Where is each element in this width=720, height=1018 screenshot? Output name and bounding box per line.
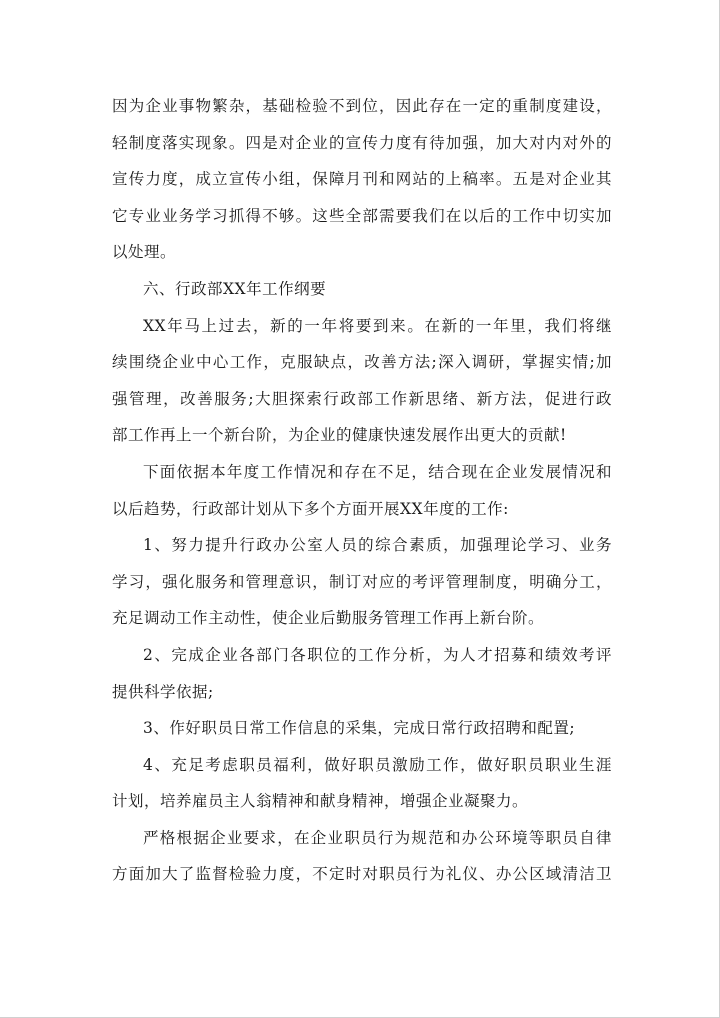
text-line: 宣传力度，成立宣传小组，保障月刊和网站的上稿率。五是对企业其: [112, 170, 612, 189]
list-item-2: [112, 637, 612, 710]
text-line: 强管理，改善服务;大胆探索行政部工作新思绪、新方法，促进行政: [112, 389, 612, 408]
text-line: 它专业业务学习抓得不够。这些全部需要我们在以后的工作中切实加: [112, 206, 612, 225]
text-line: 下面依据本年度工作情况和存在不足，结合现在企业发展情况和: [143, 462, 612, 481]
paragraph-3: [112, 454, 612, 527]
paragraph-1: [112, 88, 612, 271]
text-line: 1、努力提升行政办公室人员的综合素质，加强理论学习、业务: [143, 536, 612, 555]
document-body: [112, 88, 612, 893]
paragraph-2: [112, 308, 612, 454]
text-line: 充足调动工作主动性，使企业后勤服务管理工作再上新台阶。: [112, 609, 545, 628]
text-line: 严格根据企业要求，在企业职员行为规范和办公环境等职员自律: [143, 828, 612, 847]
text-line: 因为企业事物繁杂，基础检验不到位，因此存在一定的重制度建设，: [112, 97, 612, 115]
text-line: 3、作好职员日常工作信息的采集，完成日常行政招聘和配置;: [143, 719, 576, 738]
text-line: 以处理。: [112, 243, 177, 262]
text-line: 2、完成企业各部门各职位的工作分析，为人才招募和绩效考评: [143, 645, 612, 664]
text-line: 方面加大了监督检验力度，不定时对职员行为礼仪、办公区域清洁卫: [112, 865, 612, 884]
list-item-1: [112, 527, 612, 637]
text-line: 提供科学依据;: [112, 682, 214, 701]
section-heading: [112, 271, 612, 308]
text-line: XX年马上过去，新的一年将要到来。在新的一年里，我们将继: [143, 316, 612, 335]
text-line: 续围绕企业中心工作，克服缺点，改善方法;深入调研，掌握实情;加: [112, 353, 612, 372]
list-item-4: [112, 747, 612, 820]
text-line: 4、充足考虑职员福利，做好职员激励工作，做好职员职业生涯: [143, 755, 612, 774]
text-line: 以后趋势，行政部计划从下多个方面开展XX年度的工作:: [112, 499, 509, 518]
text-line: 部工作再上一个新台阶，为企业的健康快速发展作出更大的贡献!: [112, 426, 567, 445]
heading-text: 六、行政部XX年工作纲要: [143, 279, 327, 298]
text-line: 轻制度落实现象。四是对企业的宣传力度有待加强，加大对内对外的: [112, 133, 612, 152]
paragraph-4: [112, 820, 612, 893]
text-line: 学习，强化服务和管理意识，制订对应的考评管理制度，明确分工，: [112, 572, 612, 591]
text-line: 计划，培养雇员主人翁精神和献身精神，增强企业凝聚力。: [112, 792, 529, 811]
list-item-3: [112, 710, 612, 747]
